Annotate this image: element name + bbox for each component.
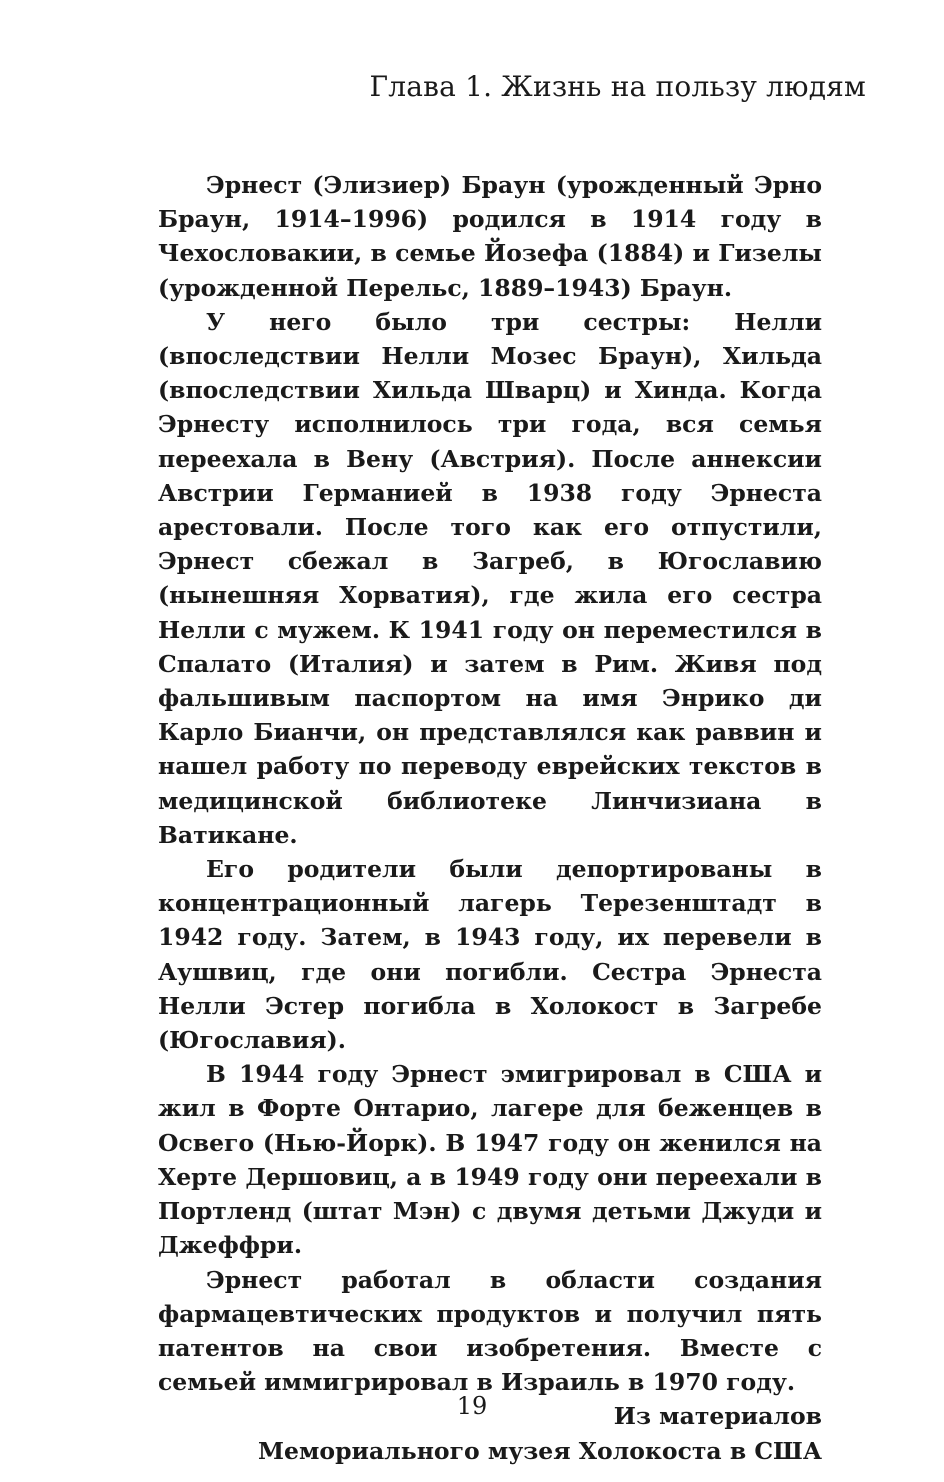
main-text — [158, 168, 822, 1468]
paragraph-5: Эрнест работал в области создания фармацевтических продуктов и получил пять патентов на свои изобретения. Вместе с семьей иммигрировал в Израиль в 1970 году. — [158, 1265, 822, 1397]
paragraph-2: У него было три сестры: Нелли (впоследствии Нелли Мозес Браун), Хильда (впоследствии Хильда Шварц) и Хинда. Когда Эрнесту исполнилось три года, вся семья переехала в Вену (Австрия). После аннексии Австрии Германией в 1938 году Эрнеста арестовали. После того как его отпустили, Эрнест сбежал в Загреб, в Югославию (нынешняя Хорватия), где жила его сестра Нелли с мужем. К 1941 году он переместился в Спалато (Италия) и затем в Рим. Живя под фальшивым паспортом на имя Энрико ди Карло Бианчи, он представлялся как раввин и нашел работу по переводу еврейских текстов в медицинской библиотеке Линчизиана в Ватикане. — [158, 307, 822, 849]
paragraph-3: Его родители были депортированы в концентрационный лагерь Терезенштадт в 1942 году. Затем, в 1943 году, их перевели в Аушвиц, где они погибли. Сестра Эрнеста Нелли Эстер погибла в Холокост в Загребе (Югославия). — [158, 855, 822, 1055]
source-line-1: Из материалов — [613, 1402, 822, 1431]
running-header: Глава 1. Жизнь на пользу людям — [369, 70, 866, 103]
source-line-2: Мемориального музея Холокоста в США — [258, 1436, 822, 1465]
paragraph-1: Эрнест (Элизиер) Браун (урожденный Эрно Браун, 1914–1996) родился в 1914 году в Чехословакии, в семье Йозефа (1884) и Гизелы (урожденной Перельс, 1889–1943) Браун. — [158, 171, 822, 302]
page-number: 19 — [456, 1392, 488, 1420]
paragraph-4: В 1944 году Эрнест эмигрировал в США и жил в Форте Онтарио, лагере для беженцев в Освего (Нью-Йорк). В 1947 году он женился на Херте Дершовиц, а в 1949 году они переехали в Портленд (штат Мэн) с двумя детьми Джуди и Джеффри. — [158, 1060, 822, 1260]
